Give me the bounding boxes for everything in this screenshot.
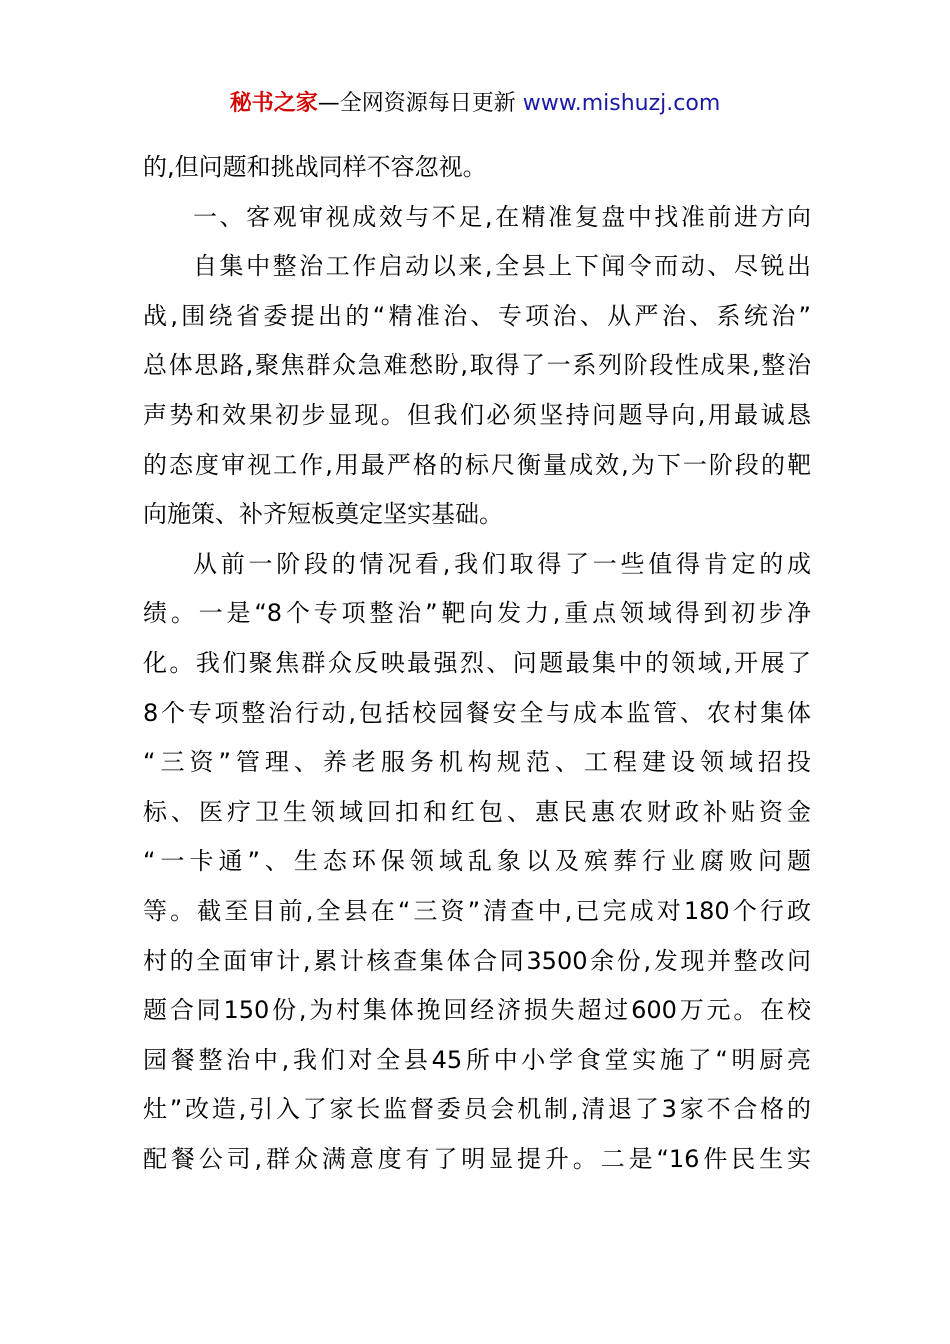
text-line: 向施策、补齐短板奠定坚实基础。 [143,500,503,529]
text-line: 自集中整治工作启动以来,全县上下闻令而动、尽锐出 [193,252,811,281]
site-url-link[interactable]: www.mishuzj.com [522,91,721,116]
text-line: 配餐公司,群众满意度有了明显提升。二是“16件民生实 [143,1144,811,1173]
text-line: 标、医疗卫生领域回扣和红包、惠民惠农财政补贴资金 [143,797,811,826]
text-line: 的态度审视工作,用最严格的标尺衡量成效,为下一阶段的靶 [143,450,811,479]
header-tagline: —全网资源每日更新 [317,91,516,116]
text-line: “三资”管理、养老服务机构规范、工程建设领域招投 [143,748,811,777]
section-heading: 一、客观审视成效与不足,在精准复盘中找准前进方向 [193,202,811,231]
text-line: 灶”改造,引入了家长监督委员会机制,清退了3家不合格的 [143,1095,811,1124]
text-line: 园餐整治中,我们对全县45所中小学食堂实施了“明厨亮 [143,1045,811,1074]
text-line: 绩。一是“8个专项整治”靶向发力,重点领域得到初步净 [143,599,811,628]
text-line: 8个专项整治行动,包括校园餐安全与成本监管、农村集体 [143,698,811,727]
text-line: 声势和效果初步显现。但我们必须坚持问题导向,用最诚恳 [143,400,811,429]
brand-name: 秘书之家 [229,91,318,116]
text-line: 题合同150份,为村集体挽回经济损失超过600万元。在校 [143,996,811,1025]
text-line: 的,但问题和挑战同样不容忽视。 [143,153,487,181]
text-line: 等。截至目前,全县在“三资”清查中,已完成对180个行政 [143,896,811,925]
text-line: 战,围绕省委提出的“精准治、专项治、从严治、系统治” [143,301,811,330]
text-line: “一卡通”、生态环保领域乱象以及殡葬行业腐败问题 [143,847,811,876]
text-line: 村的全面审计,累计核查集体合同3500余份,发现并整改问 [143,946,811,975]
document-body [143,143,811,1184]
site-header [0,88,950,120]
text-line: 化。我们聚焦群众反映最强烈、问题最集中的领域,开展了 [143,648,811,677]
text-line: 从前一阶段的情况看,我们取得了一些值得肯定的成 [193,549,811,578]
text-line: 总体思路,聚焦群众急难愁盼,取得了一系列阶段性成果,整治 [143,351,811,380]
